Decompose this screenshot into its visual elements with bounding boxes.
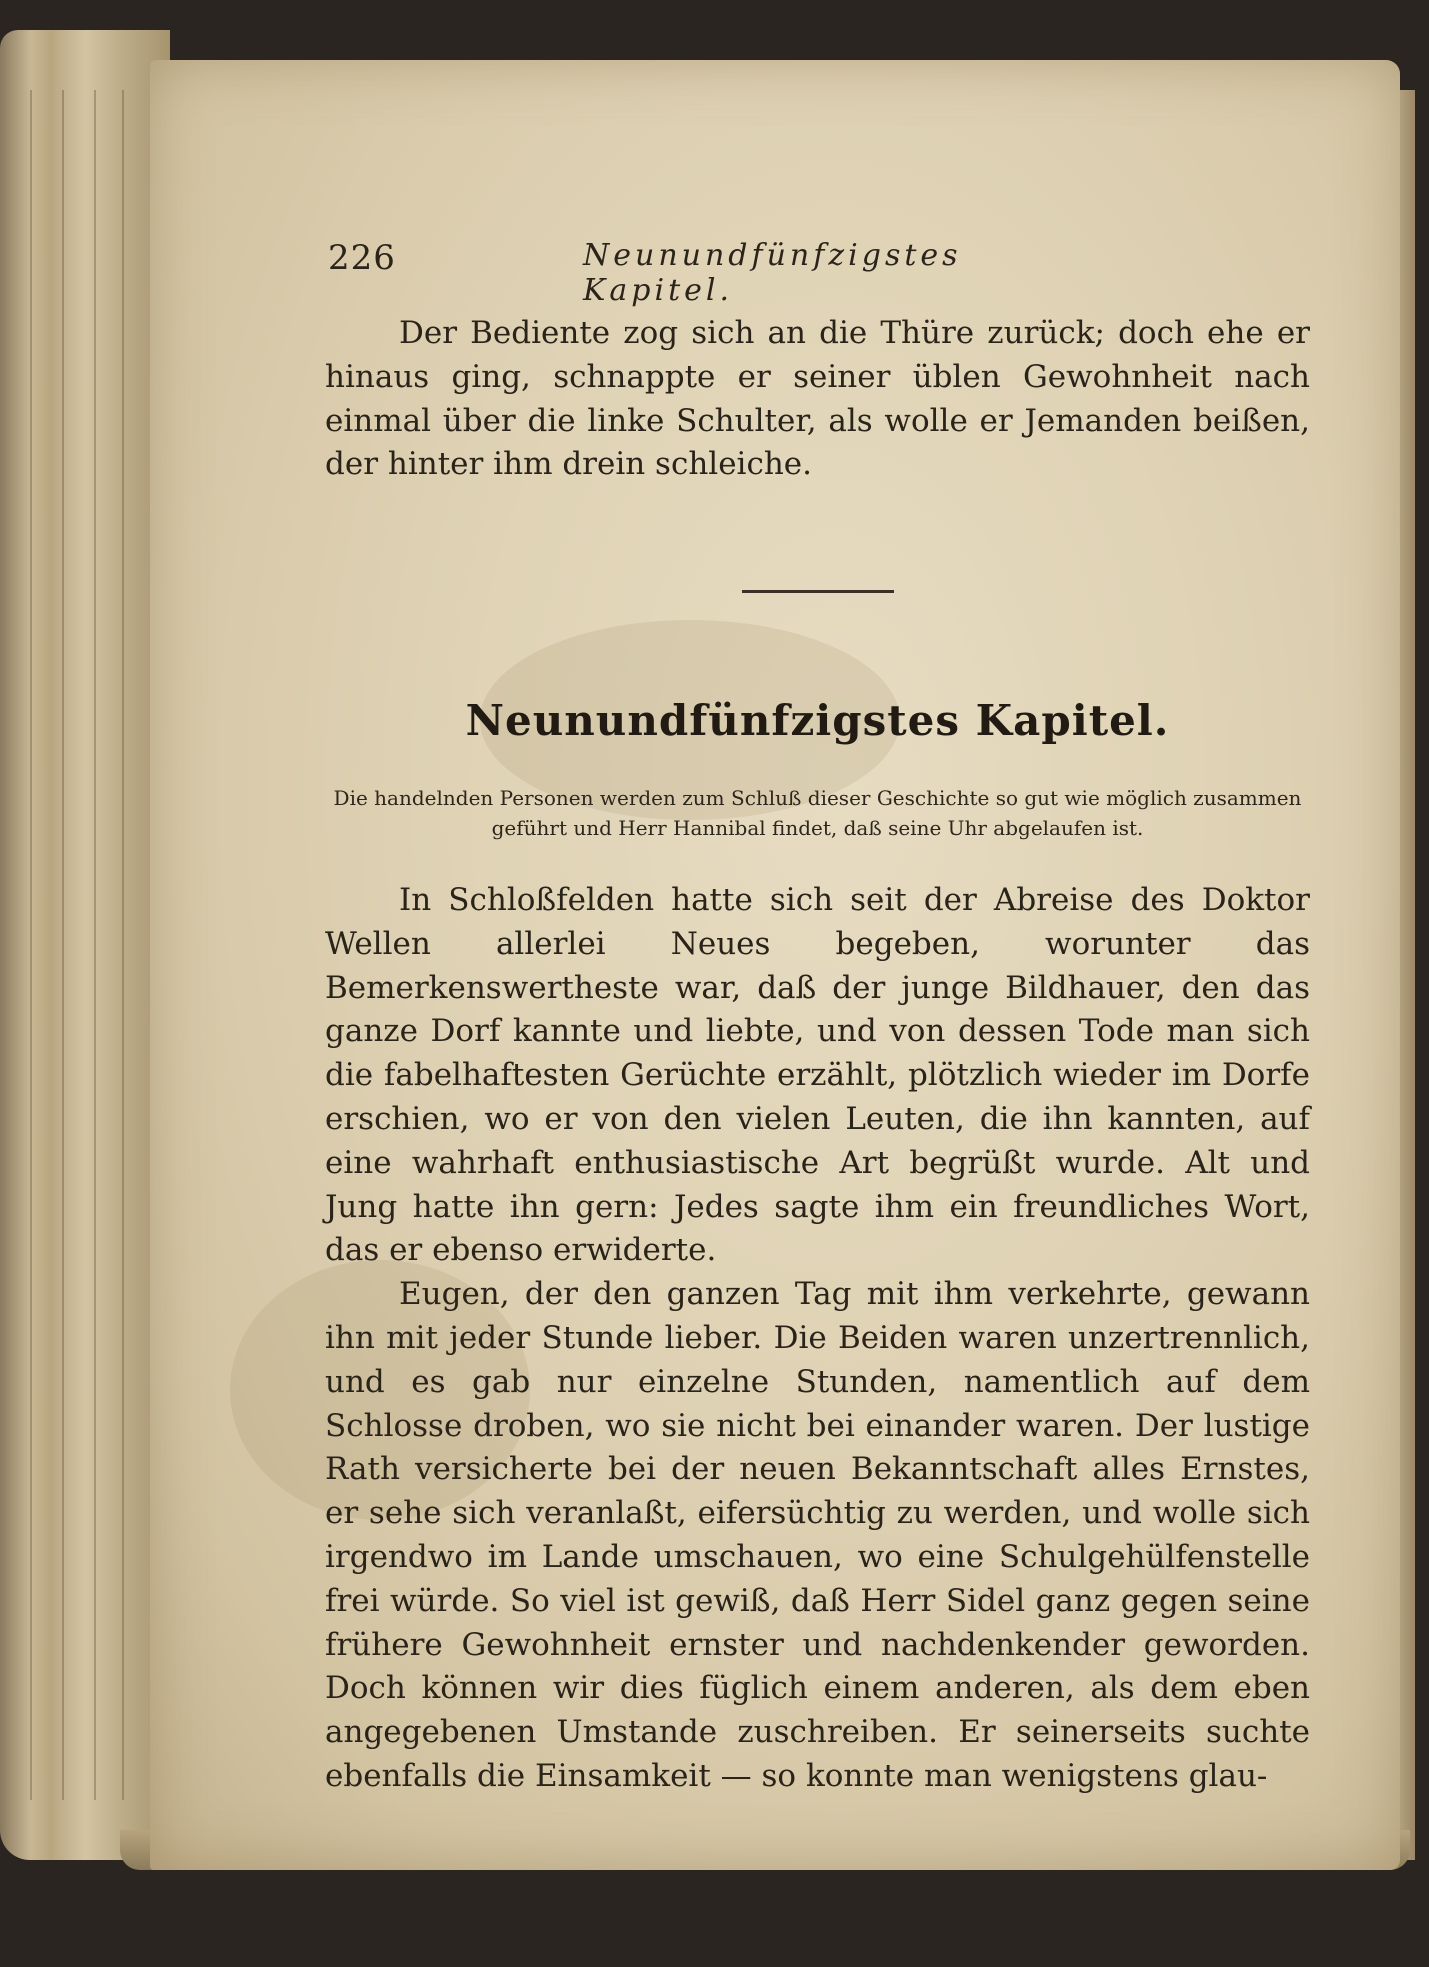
- chapter-summary: Die handelnden Personen werden zum Schluß dieser Geschichte so gut wie möglich zusammen geführt und Herr Hannibal findet, daß seine Uhr abgelaufen ist.: [333, 786, 1302, 840]
- chapter-body: [325, 879, 1310, 1799]
- running-head: [328, 238, 1088, 308]
- page-edges-left: [0, 30, 170, 1860]
- edge-line: [122, 90, 124, 1800]
- edge-line: [94, 90, 96, 1800]
- closing-paragraph: [325, 312, 1310, 487]
- running-head-title: Neunundfünfzigstes Kapitel.: [583, 238, 962, 308]
- edge-line: [30, 90, 32, 1800]
- paragraph: Der Bediente zog sich an die Thüre zurück; doch ehe er hinaus ging, schnappte er seiner üblen Gewohnheit nach einmal über die linke Schulter, als wolle er Jemanden beißen, der hinter ihm drein schleiche.: [325, 315, 1310, 483]
- chapter-title: Neunundfünfzigstes Kapitel.: [465, 696, 1170, 745]
- edge-line: [62, 90, 64, 1800]
- paragraph: Eugen, der den ganzen Tag mit ihm verkehrte, gewann ihn mit jeder Stunde lieber. Die Beiden waren unzertrennlich, und es gab nur einzelne Stunden, namentlich auf dem Schlosse droben, wo sie nicht bei einander waren. Der lustige Rath versicherte bei der neuen Bekanntschaft alles Ernstes, er sehe sich veranlaßt, eifersüchtig zu werden, und wolle sich irgendwo im Lande umschauen, wo eine Schulgehülfenstelle frei würde. So viel ist gewiß, daß Herr Sidel ganz gegen seine frühere Gewohnheit ernster und nachdenkender geworden. Doch können wir dies füglich einem anderen, als dem eben angegebenen Umstande zuschreiben. Er seinerseits suchte ebenfalls die Einsamkeit — so konnte man wenigstens glau-: [325, 1276, 1310, 1794]
- paragraph: In Schloßfelden hatte sich seit der Abreise des Doktor Wellen allerlei Neues begeben, worunter das Bemerkenswertheste war, daß der junge Bildhauer, den das ganze Dorf kannte und liebte, und von dessen Tode man sich die fabelhaftesten Gerüchte erzählt, plötzlich wieder im Dorfe erschien, wo er von den vielen Leuten, die ihn kannten, auf eine wahrhaft enthusiastische Art begrüßt wurde. Alt und Jung hatte ihn gern: Jedes sagte ihm ein freundliches Wort, das er ebenso erwiderte.: [325, 882, 1310, 1269]
- section-divider: [742, 590, 894, 593]
- page-number: 226: [328, 238, 396, 278]
